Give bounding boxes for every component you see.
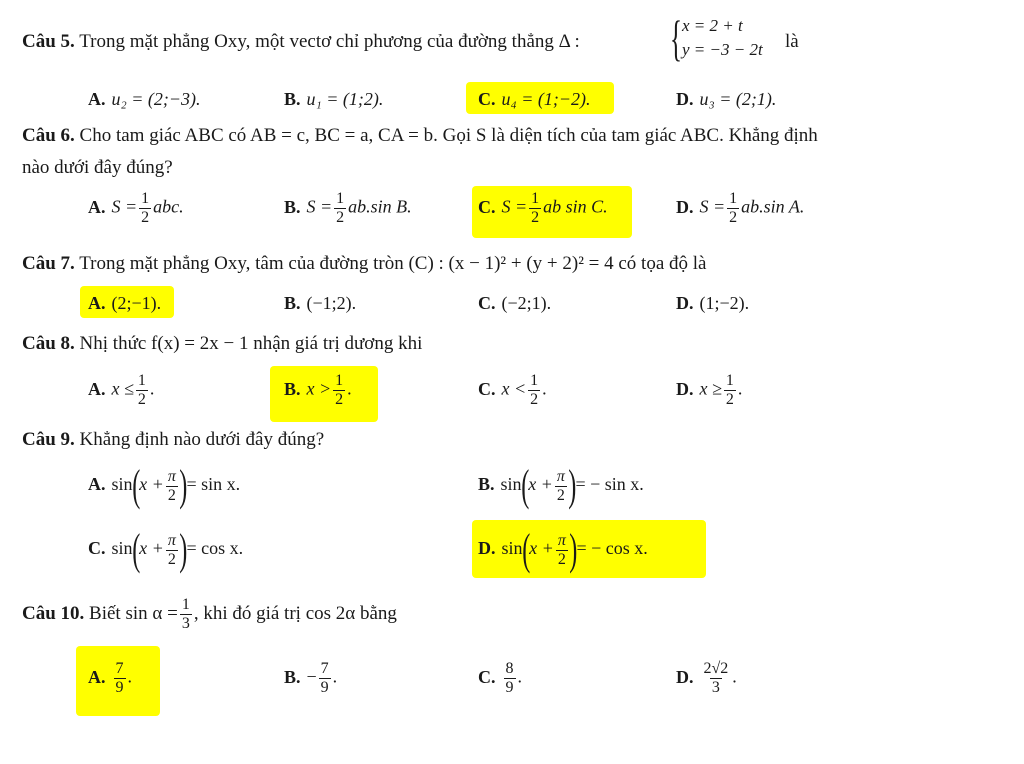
- question-7: [22, 252, 706, 276]
- fraction: $\frac{\pi}{2}$: [167, 531, 176, 568]
- question-label: Câu 10.: [22, 602, 85, 624]
- fraction: $\frac{\pi}{2}$: [557, 531, 566, 568]
- option-9-d[interactable]: D. sin(x + $\frac{\pi}{2}$ )= − cos x.: [478, 525, 648, 574]
- fraction: $\frac{1}{2}$: [729, 190, 738, 226]
- option-10-b[interactable]: B. − $\frac{7}{9}$ .: [284, 660, 338, 696]
- option-5-b[interactable]: B. u₁ = (1;2).: [284, 89, 384, 109]
- option-6-c[interactable]: C. S = $\frac{1}{2}$ ab sin C.: [478, 190, 608, 226]
- brace: {: [670, 10, 682, 66]
- fraction: $\frac{1}{2}$: [141, 190, 150, 226]
- option-10-a[interactable]: A. $\frac{7}{9}$ .: [88, 660, 132, 696]
- fraction: $\frac{1}{2}$: [335, 372, 344, 408]
- question-10: Câu 10. Biết sin α = $\frac{1}{3}$ , khi đó giá trị cos 2α bằng: [22, 596, 397, 632]
- fraction: $\frac{8}{9}$: [505, 660, 514, 696]
- question-text: Trong mặt phẳng Oxy, một vectơ chỉ phương của đường thẳng Δ :: [79, 31, 580, 52]
- option-6-a[interactable]: A. S = $\frac{1}{2}$ abc.: [88, 190, 184, 226]
- fraction: $\frac{\pi}{2}$: [167, 467, 176, 504]
- option-5-c[interactable]: C. u₄ = (1;−2).: [478, 89, 591, 109]
- option-8-c[interactable]: C. x < $\frac{1}{2}$ .: [478, 372, 547, 408]
- fraction: $\frac{1}{2}$: [530, 372, 539, 408]
- question-label: Câu 9.: [22, 429, 75, 450]
- question-text: Cho tam giác ABC có AB = c, BC = a, CA = b. Gọi S là diện tích của tam giác ABC. Khẳng định: [79, 125, 818, 146]
- fraction: $\frac{1}{2}$: [336, 190, 345, 226]
- question-label: Câu 7.: [22, 253, 75, 274]
- question-8: [22, 332, 422, 356]
- fraction: $\frac{7}{9}$: [115, 660, 124, 696]
- system-row-2: y = −3 − 2t: [682, 40, 763, 59]
- option-7-a[interactable]: A. (2;−1).: [88, 293, 162, 313]
- option-5-d[interactable]: D. u₃ = (2;1).: [676, 89, 777, 109]
- question-5: [22, 30, 580, 54]
- option-9-c[interactable]: C. sin(x + $\frac{\pi}{2}$ )= cos x.: [88, 525, 244, 574]
- option-8-a[interactable]: A. x ≤ $\frac{1}{2}$ .: [88, 372, 155, 408]
- question-text: Nhị thức f(x) = 2x − 1 nhận giá trị dương khi: [79, 333, 423, 354]
- option-8-d[interactable]: D. x ≥ $\frac{1}{2}$ .: [676, 372, 743, 408]
- question-9: [22, 428, 324, 452]
- system-row-1: x = 2 + t: [682, 16, 743, 35]
- question-6: [22, 124, 818, 148]
- question-text: Khẳng định nào dưới đây đúng?: [79, 429, 325, 450]
- question-label: Câu 8.: [22, 333, 75, 354]
- option-10-c[interactable]: C. $\frac{8}{9}$ .: [478, 660, 522, 696]
- option-6-d[interactable]: D. S = $\frac{1}{2}$ ab.sin A.: [676, 190, 805, 226]
- option-6-b[interactable]: B. S = $\frac{1}{2}$ ab.sin B.: [284, 190, 412, 226]
- fraction: $\frac{1}{2}$: [531, 190, 540, 226]
- fraction: $\frac{1}{2}$: [725, 372, 734, 408]
- fraction: $\frac{2√2}{3}$: [703, 660, 729, 696]
- option-7-b[interactable]: B. (−1;2).: [284, 293, 357, 313]
- question-5-tail: là: [785, 31, 799, 52]
- question-label: Câu 6.: [22, 125, 75, 146]
- option-9-a[interactable]: A. sin(x + $\frac{\pi}{2}$ )= sin x.: [88, 461, 241, 510]
- option-7-c[interactable]: C. (−2;1).: [478, 293, 552, 313]
- question-6-line2: nào dưới đây đúng?: [22, 157, 173, 178]
- fraction: $\frac{7}{9}$: [320, 660, 329, 696]
- option-10-d[interactable]: D. $\frac{2√2}{3}$ .: [676, 660, 737, 696]
- question-text: Trong mặt phẳng Oxy, tâm của đường tròn (C) : (x − 1)² + (y + 2)² = 4 có tọa độ là: [79, 253, 707, 274]
- fraction: $\frac{1}{3}$: [181, 596, 190, 632]
- option-9-b[interactable]: B. sin(x + $\frac{\pi}{2}$ )= − sin x.: [478, 461, 644, 510]
- option-7-d[interactable]: D. (1;−2).: [676, 293, 750, 313]
- fraction: $\frac{1}{2}$: [137, 372, 146, 408]
- option-5-a[interactable]: A. u₂ = (2;−3).: [88, 89, 201, 109]
- question-label: Câu 5.: [22, 31, 75, 52]
- line-system: [670, 10, 763, 66]
- fraction: $\frac{\pi}{2}$: [556, 467, 565, 504]
- option-8-b[interactable]: B. x > $\frac{1}{2}$ .: [284, 372, 352, 408]
